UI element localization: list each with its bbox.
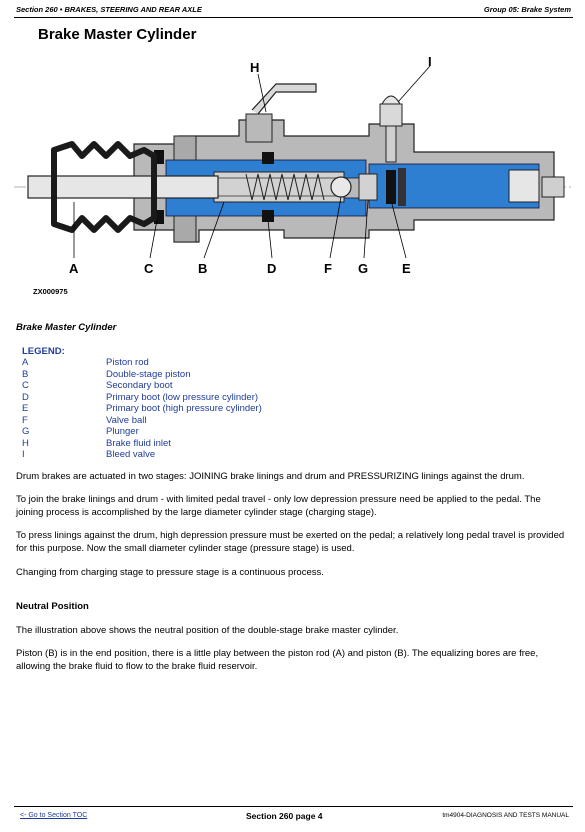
figure-caption: Brake Master Cylinder: [16, 322, 117, 333]
header-rule: [14, 17, 573, 18]
callout-b: B: [198, 261, 208, 276]
paragraph: To join the brake linings and drum - with limited pedal travel - only low depression pressure need be applied to the pedal. The joining process is accomplished by the large diameter cylinder stage (charging stage).: [16, 494, 541, 518]
legend-item: E Primary boot (high pressure cylinder): [22, 403, 262, 414]
callout-h: H: [250, 60, 260, 75]
page-title: Brake Master Cylinder: [38, 26, 197, 43]
legend-item: G Plunger: [22, 426, 139, 437]
primary-boot-low: [262, 152, 274, 164]
brake-master-cylinder-diagram: [14, 52, 574, 302]
paragraph: To press linings against the drum, high depression pressure must be exerted on the pedal; a relatively long pedal travel is provided for this purpose. Now the small diameter cylinder stage (pressure stage) is used.: [16, 530, 565, 554]
toc-link[interactable]: <- Go to Section TOC: [20, 812, 88, 819]
callout-c: C: [144, 261, 154, 276]
callout-g: G: [358, 261, 369, 276]
callout-i: I: [428, 54, 432, 69]
legend-item: F Valve ball: [22, 414, 147, 426]
page-number: Section 260 page 4: [246, 811, 323, 821]
paragraph: Drum brakes are actuated in two stages: JOINING brake linings and drum and PRESSURIZING linings against the drum.: [16, 471, 525, 482]
brake-fluid-inlet: [246, 114, 272, 142]
legend-item: B Double-stage piston: [22, 368, 191, 380]
paragraph: The illustration above shows the neutral position of the double-stage brake master cylinder.: [16, 625, 399, 636]
legend-item: C Secondary boot: [22, 380, 173, 391]
valve-ball: [331, 177, 351, 197]
bleed-valve: [380, 104, 402, 126]
legend-item: D Primary boot (low pressure cylinder): [22, 391, 259, 403]
legend: [22, 357, 262, 461]
subheading: Neutral Position: [16, 601, 89, 612]
callout-e: E: [402, 261, 411, 276]
callout-a: A: [69, 261, 79, 276]
legend-item: A Piston rod: [22, 357, 149, 368]
callout-f: F: [324, 261, 332, 276]
legend-item: H Brake fluid inlet: [22, 437, 171, 449]
callout-d: D: [267, 261, 277, 276]
manual-name: tm4904-DIAGNOSIS AND TESTS MANUAL: [442, 812, 569, 819]
primary-boot-high: [386, 170, 396, 204]
section-header: Section 260 • BRAKES, STEERING AND REAR AXLE: [16, 5, 202, 14]
paragraph: Changing from charging stage to pressure stage is a continuous process.: [16, 567, 324, 578]
figure-id: ZX000975: [33, 287, 68, 296]
footer-rule: [14, 806, 573, 807]
group-header: Group 05: Brake System: [483, 5, 571, 14]
paragraph: Piston (B) is in the end position, there is a little play between the piston rod (A) and piston (B). The equalizing bores are free, allowing the brake fluid to flow to the brake fluid reservoir.: [16, 648, 539, 672]
legend-title: LEGEND:: [22, 346, 65, 357]
plunger: [359, 174, 377, 200]
legend-item: I Bleed valve: [22, 449, 156, 460]
